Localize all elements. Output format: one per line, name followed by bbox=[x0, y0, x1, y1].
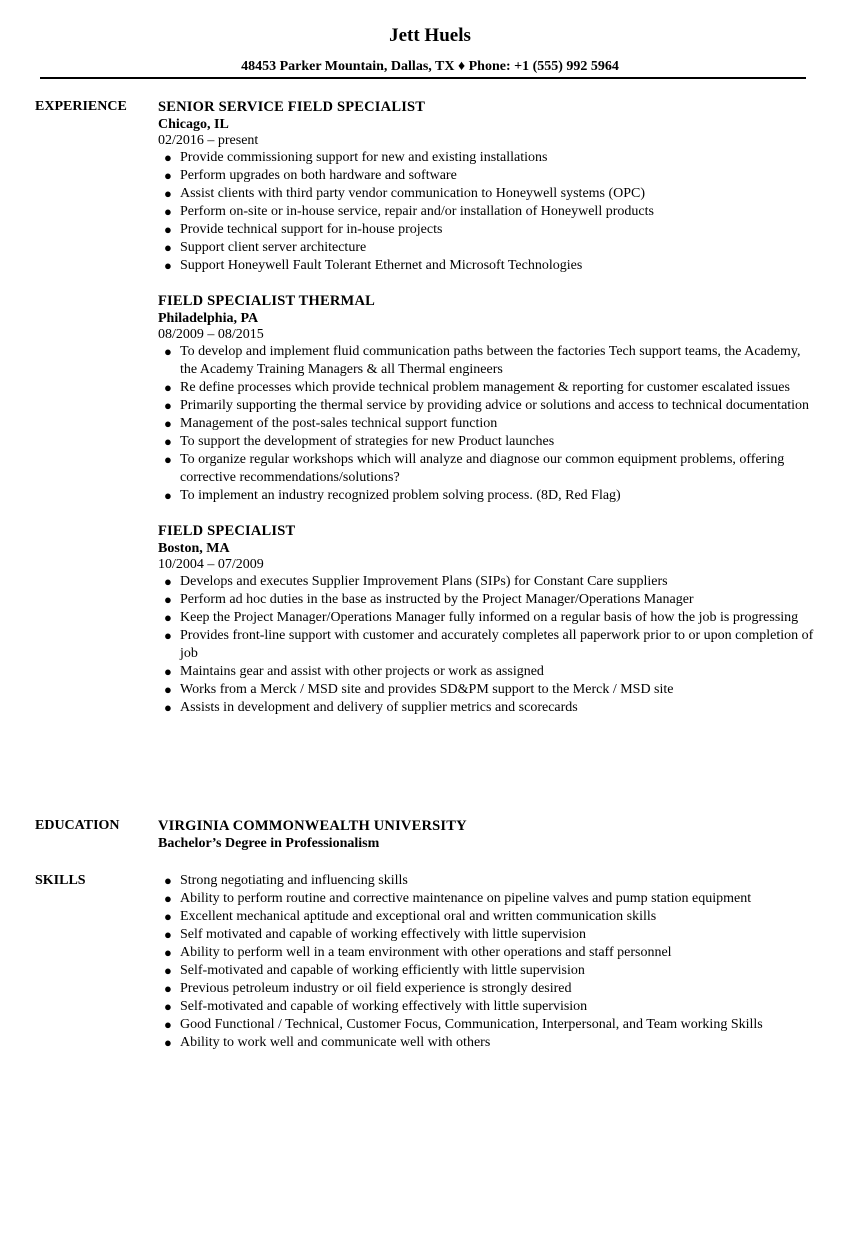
job-dates: 02/2016 – present bbox=[158, 133, 259, 148]
education-school: VIRGINIA COMMONWEALTH UNIVERSITY bbox=[158, 818, 467, 834]
bullet-icon: ● bbox=[164, 628, 172, 643]
job-bullet: ● Perform ad hoc duties in the base as instructed by the Project Manager/Operations Manager bbox=[164, 592, 694, 607]
education-degree: Bachelor’s Degree in Professionalism bbox=[158, 836, 380, 851]
section-label-education: EDUCATION bbox=[35, 818, 120, 833]
job-title: FIELD SPECIALIST bbox=[158, 523, 296, 539]
job-bullet: ● To organize regular workshops which will analyze and diagnose our common equipment problems, offering corrective recommendations/solutions? bbox=[164, 452, 785, 485]
bullet-icon: ● bbox=[164, 434, 172, 449]
bullet-icon: ● bbox=[164, 150, 172, 165]
bullet-icon: ● bbox=[164, 927, 172, 942]
job-bullet-list bbox=[158, 149, 818, 275]
job-title: SENIOR SERVICE FIELD SPECIALIST bbox=[158, 99, 426, 115]
bullet-icon: ● bbox=[164, 700, 172, 715]
job-bullet: ● Assists in development and delivery of supplier metrics and scorecards bbox=[164, 700, 578, 715]
job-dates: 10/2004 – 07/2009 bbox=[158, 557, 264, 572]
skill-item: ● Ability to perform well in a team environment with other operations and staff personnel bbox=[164, 945, 672, 960]
job-entry bbox=[158, 98, 818, 275]
bullet-icon: ● bbox=[164, 168, 172, 183]
bullet-icon: ● bbox=[164, 1017, 172, 1032]
job-entry bbox=[158, 522, 818, 717]
contact-line: 48453 Parker Mountain, Dallas, TX ♦ Phone: +1 (555) 992 5964 bbox=[241, 59, 619, 74]
bullet-icon: ● bbox=[164, 945, 172, 960]
section-label-experience: EXPERIENCE bbox=[35, 99, 127, 114]
job-title: FIELD SPECIALIST THERMAL bbox=[158, 293, 375, 309]
bullet-icon: ● bbox=[164, 204, 172, 219]
bullet-icon: ● bbox=[164, 186, 172, 201]
bullet-icon: ● bbox=[164, 398, 172, 413]
bullet-icon: ● bbox=[164, 999, 172, 1014]
candidate-name: Jett Huels bbox=[389, 25, 471, 46]
job-bullet: ● Maintains gear and assist with other projects or work as assigned bbox=[164, 664, 544, 679]
bullet-icon: ● bbox=[164, 488, 172, 503]
job-location: Chicago, IL bbox=[158, 117, 229, 132]
skill-item: ● Self-motivated and capable of working efficiently with little supervision bbox=[164, 963, 585, 978]
bullet-icon: ● bbox=[164, 416, 172, 431]
job-bullet-list bbox=[158, 343, 818, 505]
job-bullet: ● Support client server architecture bbox=[164, 240, 367, 255]
header-divider bbox=[40, 77, 806, 79]
bullet-icon: ● bbox=[164, 873, 172, 888]
bullet-icon: ● bbox=[164, 222, 172, 237]
bullet-icon: ● bbox=[164, 592, 172, 607]
bullet-icon: ● bbox=[164, 682, 172, 697]
job-bullet: ● To support the development of strategies for new Product launches bbox=[164, 434, 555, 449]
skills-list bbox=[158, 872, 838, 1052]
job-bullet: ● Perform upgrades on both hardware and software bbox=[164, 168, 457, 183]
job-location: Boston, MA bbox=[158, 541, 230, 556]
job-bullet: ● To implement an industry recognized problem solving process. (8D, Red Flag) bbox=[164, 488, 621, 503]
job-location: Philadelphia, PA bbox=[158, 311, 259, 326]
bullet-icon: ● bbox=[164, 963, 172, 978]
bullet-icon: ● bbox=[164, 891, 172, 906]
skill-item: ● Ability to perform routine and corrective maintenance on pipeline valves and pump station equipment bbox=[164, 891, 752, 906]
job-dates: 08/2009 – 08/2015 bbox=[158, 327, 264, 342]
job-bullet: ● Keep the Project Manager/Operations Manager fully informed on a regular basis of how the job is progressing bbox=[164, 610, 799, 625]
bullet-icon: ● bbox=[164, 981, 172, 996]
bullet-icon: ● bbox=[164, 380, 172, 395]
job-bullet: ● Develops and executes Supplier Improvement Plans (SIPs) for Constant Care suppliers bbox=[164, 574, 668, 589]
bullet-icon: ● bbox=[164, 610, 172, 625]
skill-item: ● Self motivated and capable of working effectively with little supervision bbox=[164, 927, 587, 942]
skill-item: ● Excellent mechanical aptitude and exceptional oral and written communication skills bbox=[164, 909, 657, 924]
skills-body bbox=[158, 872, 838, 1052]
experience-body bbox=[158, 98, 818, 734]
bullet-icon: ● bbox=[164, 240, 172, 255]
education-body bbox=[158, 817, 818, 852]
job-bullet: ● Provide commissioning support for new and existing installations bbox=[164, 150, 548, 165]
bullet-icon: ● bbox=[164, 452, 172, 467]
bullet-icon: ● bbox=[164, 909, 172, 924]
job-bullet-list bbox=[158, 573, 818, 717]
skill-item: ● Ability to work well and communicate well with others bbox=[164, 1035, 491, 1050]
bullet-icon: ● bbox=[164, 664, 172, 679]
job-bullet: ● Perform on-site or in-house service, repair and/or installation of Honeywell products bbox=[164, 204, 654, 219]
job-entry bbox=[158, 292, 818, 505]
job-bullet: ● Works from a Merck / MSD site and provides SD&PM support to the Merck / MSD site bbox=[164, 682, 674, 697]
job-bullet: ● To develop and implement fluid communication paths between the factories Tech support teams, the Academy, the Academy Training Managers & all Thermal engineers bbox=[164, 344, 801, 377]
section-label-skills: SKILLS bbox=[35, 873, 86, 888]
job-bullet: ● Provide technical support for in-house projects bbox=[164, 222, 443, 237]
job-bullet: ● Re define processes which provide technical problem management & reporting for customer escalated issues bbox=[164, 380, 790, 395]
skill-item: ● Previous petroleum industry or oil field experience is strongly desired bbox=[164, 981, 572, 996]
skill-item: ● Strong negotiating and influencing skills bbox=[164, 873, 408, 888]
bullet-icon: ● bbox=[164, 1035, 172, 1050]
job-bullet: ● Management of the post-sales technical support function bbox=[164, 416, 498, 431]
job-bullet: ● Provides front-line support with customer and accurately completes all paperwork prior to or upon completion of job bbox=[164, 628, 814, 661]
job-bullet: ● Assist clients with third party vendor communication to Honeywell systems (OPC) bbox=[164, 186, 646, 201]
bullet-icon: ● bbox=[164, 574, 172, 589]
bullet-icon: ● bbox=[164, 258, 172, 273]
skill-item: ● Self-motivated and capable of working effectively with little supervision bbox=[164, 999, 588, 1014]
job-bullet: ● Support Honeywell Fault Tolerant Ethernet and Microsoft Technologies bbox=[164, 258, 583, 273]
job-bullet: ● Primarily supporting the thermal service by providing advice or solutions and access to technical documentation bbox=[164, 398, 810, 413]
bullet-icon: ● bbox=[164, 344, 172, 359]
skill-item: ● Good Functional / Technical, Customer Focus, Communication, Interpersonal, and Team working Skills bbox=[164, 1017, 763, 1032]
